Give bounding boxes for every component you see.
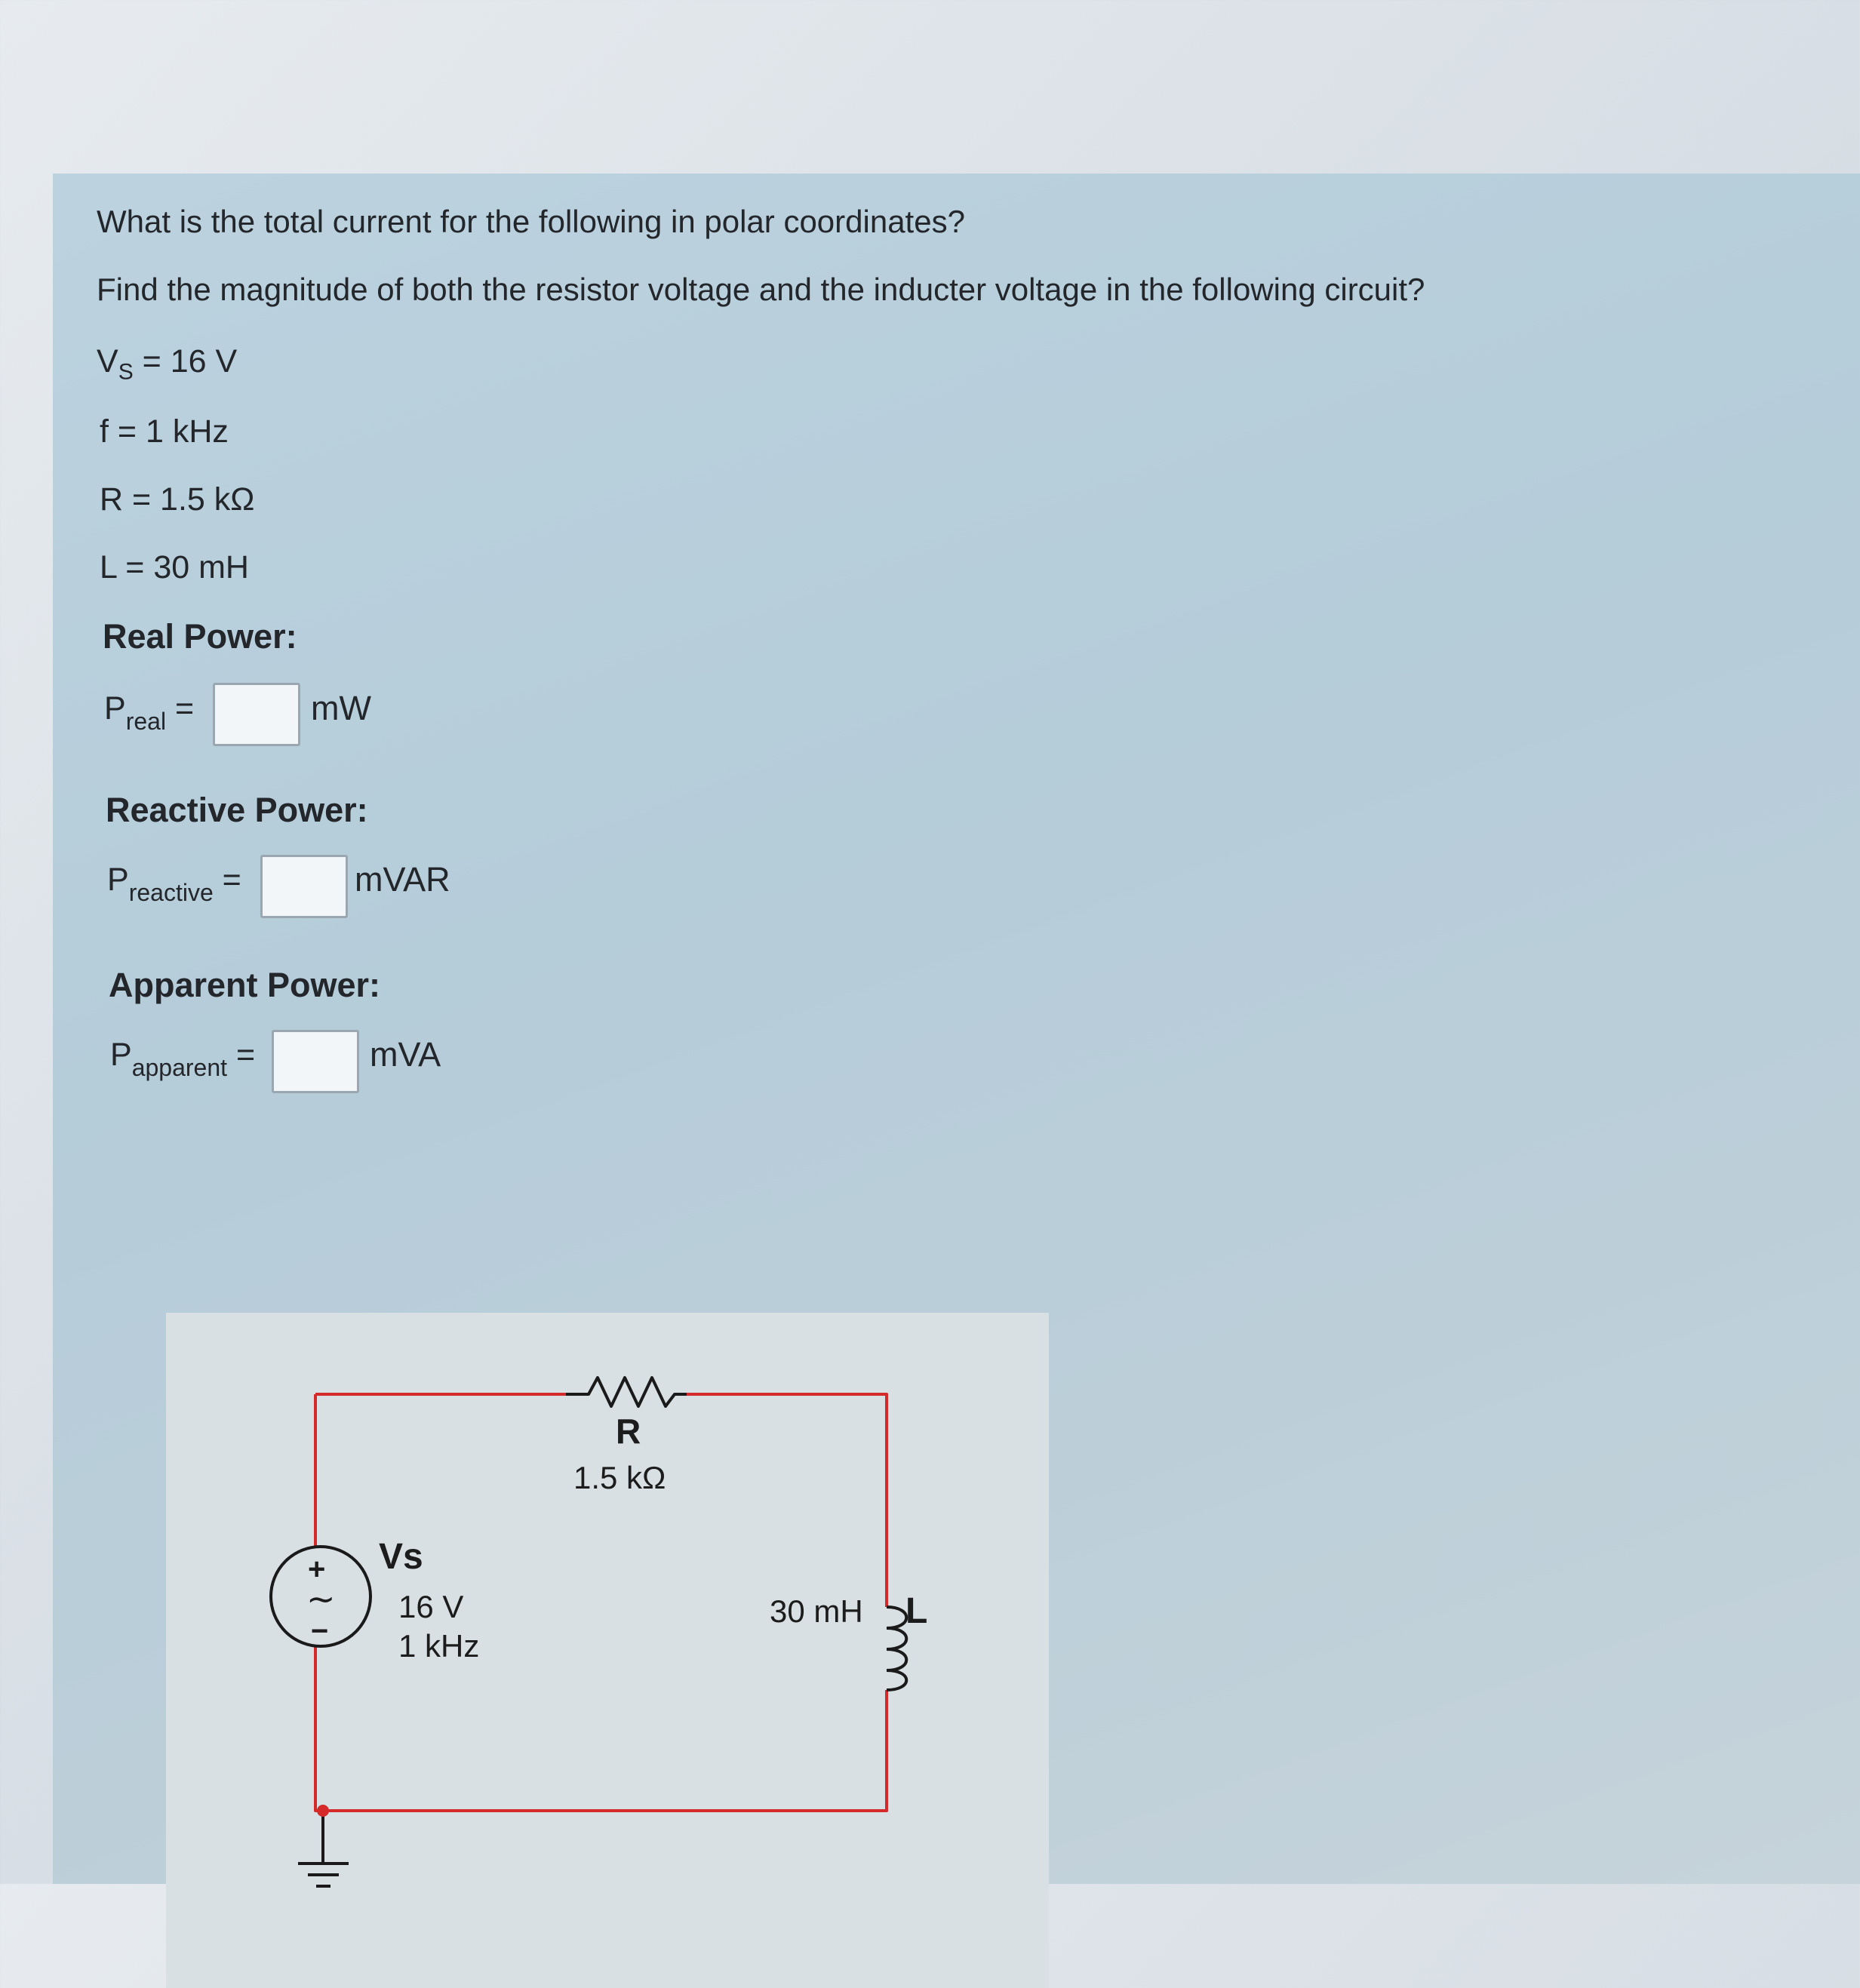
source-name: Vs (379, 1537, 423, 1577)
given-vs-sub: S (118, 359, 134, 385)
given-vs-value: = 16 V (133, 343, 238, 379)
apparent-power-symbol: P (110, 1037, 132, 1073)
apparent-power-equals: = (227, 1037, 256, 1073)
question-panel (53, 174, 1860, 1884)
real-power-sub: real (125, 708, 167, 735)
reactive-power-equals: = (213, 862, 241, 898)
junction-dot (317, 1805, 329, 1817)
question-line-2: Find the magnitude of both the resistor voltage and the inducter voltage in the following circuit? (97, 272, 1425, 307)
inductor-name: L (905, 1591, 928, 1631)
given-vs-symbol: V (97, 343, 118, 379)
apparent-power-label (110, 1037, 255, 1082)
real-power-heading: Real Power: (103, 617, 297, 656)
reactive-power-unit: mVAR (355, 860, 450, 899)
apparent-power-unit: mVA (370, 1035, 441, 1074)
inductor-value: 30 mH (770, 1593, 863, 1629)
source-frequency: 1 kHz (398, 1628, 480, 1664)
given-l: L = 30 mH (100, 549, 249, 585)
wire-left-bottom (315, 1645, 323, 1811)
apparent-power-input[interactable] (272, 1030, 359, 1093)
resistor-value: 1.5 kΩ (573, 1460, 666, 1495)
source-minus: − (311, 1615, 329, 1648)
source-plus: + (308, 1553, 326, 1586)
given-r: R = 1.5 kΩ (100, 481, 255, 518)
apparent-power-heading: Apparent Power: (109, 966, 381, 1004)
real-power-input[interactable] (213, 683, 300, 746)
reactive-power-input[interactable] (260, 855, 348, 918)
given-f: f = 1 kHz (100, 413, 229, 450)
resistor-symbol (566, 1378, 687, 1406)
wire-right-bottom (323, 1690, 887, 1811)
question-line-1: What is the total current for the following in polar coordinates? (97, 204, 965, 239)
reactive-power-symbol: P (107, 862, 129, 898)
circuit-schematic (166, 1313, 1049, 1988)
real-power-label (104, 690, 194, 736)
real-power-unit: mW (311, 689, 371, 727)
circuit-diagram (166, 1313, 1049, 1988)
apparent-power-sub: apparent (131, 1054, 228, 1081)
real-power-symbol: P (104, 690, 126, 727)
source-voltage: 16 V (398, 1589, 464, 1624)
given-vs (97, 343, 237, 386)
wire-top-right (687, 1394, 887, 1607)
reactive-power-heading: Reactive Power: (106, 791, 368, 829)
reactive-power-sub: reactive (128, 879, 214, 906)
real-power-equals: = (166, 690, 195, 727)
source-tilde: ∼ (306, 1579, 336, 1618)
resistor-name: R (616, 1412, 641, 1451)
inductor-symbol (887, 1607, 906, 1690)
reactive-power-label (107, 862, 241, 907)
